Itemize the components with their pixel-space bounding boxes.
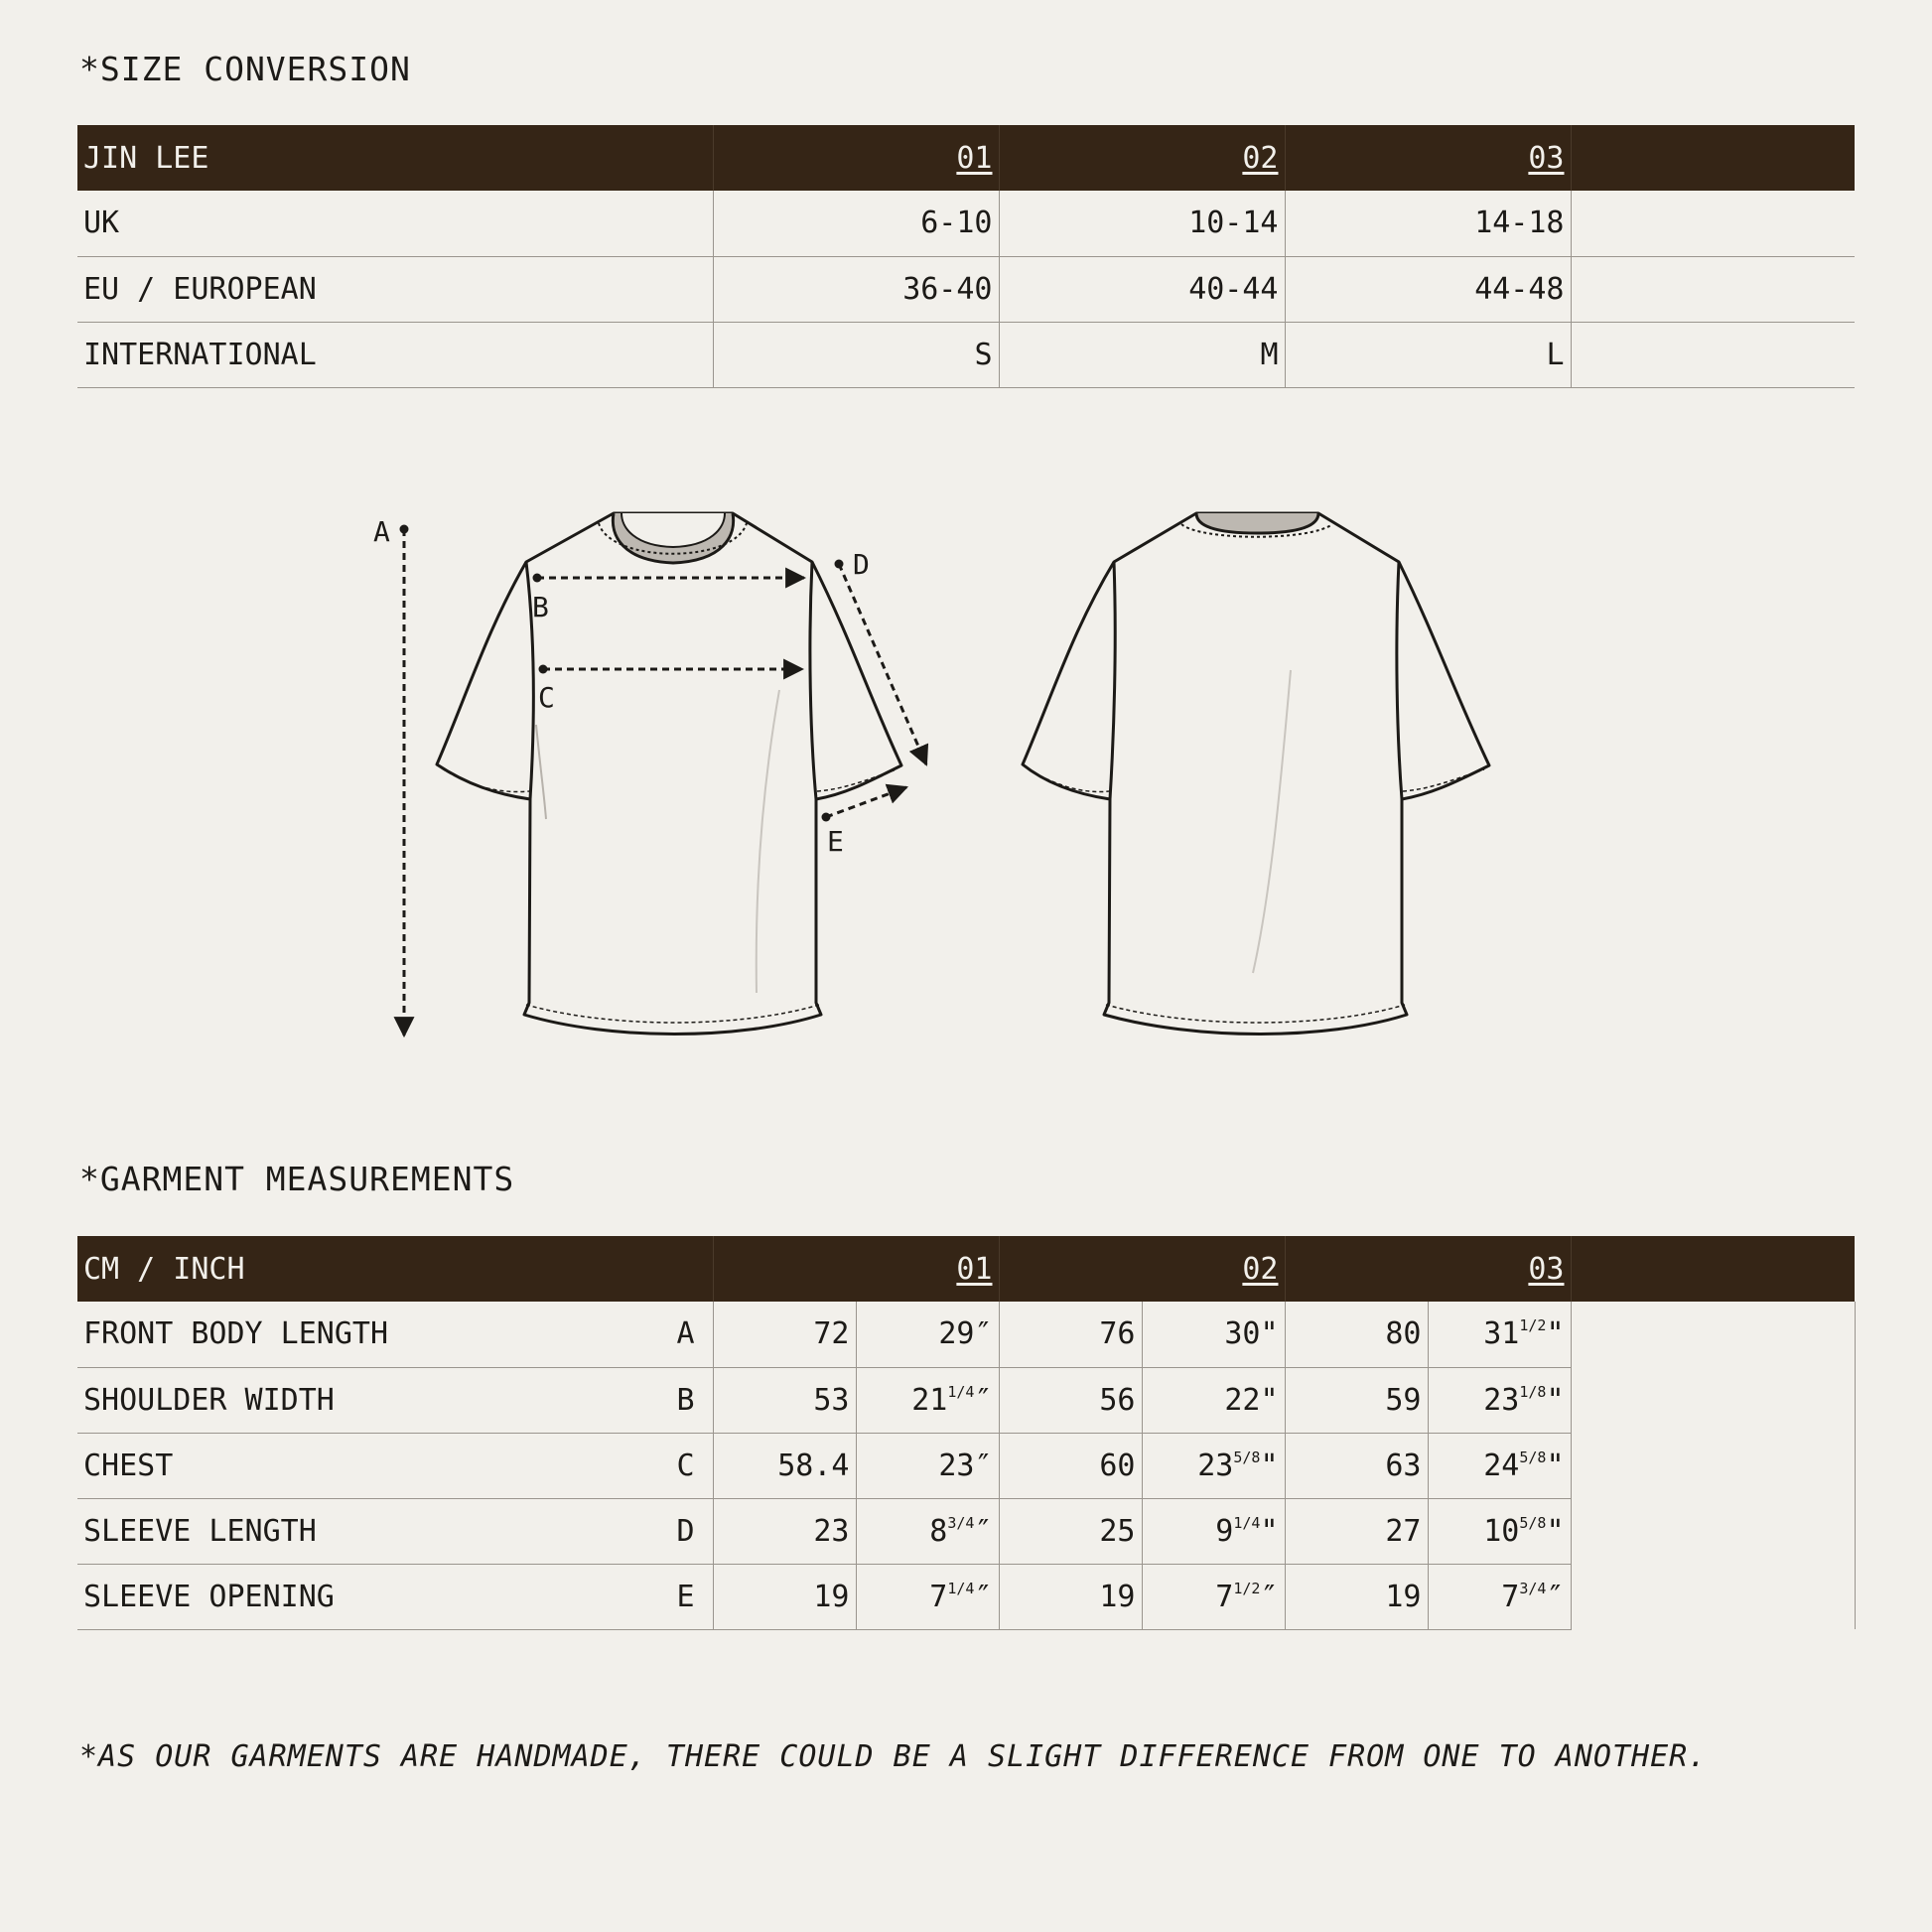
inch-value: $24^{5/8}$" <box>1428 1433 1571 1498</box>
label-d: D <box>853 548 870 581</box>
garment-measurements-title: *GARMENT MEASUREMENTS <box>79 1160 515 1198</box>
inch-mark: " <box>1546 1316 1565 1352</box>
table-row <box>77 1367 1855 1433</box>
label-c: C <box>538 681 555 714</box>
inch-mark: ″ <box>974 1316 993 1352</box>
garment-measurements-table <box>77 1236 1856 1630</box>
size-value: S <box>713 322 999 387</box>
size-header-02[interactable]: 02 <box>999 125 1285 191</box>
inch-mark: " <box>1260 1382 1279 1418</box>
cm-value: 72 <box>713 1302 856 1367</box>
inch-mark: ″ <box>974 1579 993 1614</box>
measurement-letter: B <box>633 1367 713 1433</box>
row-label: INTERNATIONAL <box>77 322 713 387</box>
inch-mark: " <box>1546 1448 1565 1483</box>
inch-mark: " <box>1260 1448 1279 1483</box>
inch-value: $23^{1/8}$" <box>1428 1367 1571 1433</box>
cm-value: 80 <box>1285 1302 1428 1367</box>
header-spacer <box>1571 1236 1855 1302</box>
brand-header: JIN LEE <box>77 125 713 191</box>
cm-value: 19 <box>713 1564 856 1629</box>
inch-value: 22" <box>1142 1367 1285 1433</box>
inch-value: $7^{1/2}''$ <box>1142 1564 1285 1629</box>
row-label: EU / EUROPEAN <box>77 256 713 322</box>
measurement-label: CHEST <box>77 1433 633 1498</box>
measurement-letter: D <box>633 1498 713 1564</box>
inch-value: $7^{1/4}''$ <box>856 1564 999 1629</box>
front-tshirt <box>437 513 901 1035</box>
size-value: 40-44 <box>999 256 1285 322</box>
size-value: L <box>1285 322 1571 387</box>
size-conversion-title: *SIZE CONVERSION <box>79 50 411 88</box>
inch-fraction: 3/4 <box>1519 1579 1547 1597</box>
size-value: 10-14 <box>999 191 1285 256</box>
inch-mark: " <box>1260 1513 1279 1549</box>
label-e: E <box>827 825 844 858</box>
measurement-label: SLEEVE LENGTH <box>77 1498 633 1564</box>
inch-fraction: 1/4 <box>947 1382 975 1401</box>
inch-fraction: 1/4 <box>1233 1513 1261 1532</box>
inch-value: $9^{1/4}$" <box>1142 1498 1285 1564</box>
inch-fraction: 1/2 <box>1233 1579 1261 1597</box>
cm-value: 53 <box>713 1367 856 1433</box>
measurement-letter: C <box>633 1433 713 1498</box>
cm-value: 63 <box>1285 1433 1428 1498</box>
inch-fraction: 1/2 <box>1519 1316 1547 1335</box>
table-row <box>77 1564 1855 1629</box>
inch-value: $7^{3/4}''$ <box>1428 1564 1571 1629</box>
inch-fraction: 5/8 <box>1233 1448 1261 1466</box>
row-spacer <box>1571 1498 1855 1564</box>
cm-value: 19 <box>999 1564 1142 1629</box>
measurement-a <box>373 515 409 1035</box>
cm-value: 25 <box>999 1498 1142 1564</box>
measurement-letter: E <box>633 1564 713 1629</box>
inch-value: $31^{1/2}$" <box>1428 1302 1571 1367</box>
measurement-e <box>822 787 907 858</box>
size-value: 36-40 <box>713 256 999 322</box>
size-header-01[interactable]: 01 <box>713 125 999 191</box>
row-spacer <box>1571 1564 1855 1629</box>
inch-mark: " <box>1546 1513 1565 1549</box>
measurement-label: SHOULDER WIDTH <box>77 1367 633 1433</box>
cm-value: 58.4 <box>713 1433 856 1498</box>
size-value: 14-18 <box>1285 191 1571 256</box>
inch-mark: ″ <box>1546 1579 1565 1614</box>
row-spacer <box>1571 1433 1855 1498</box>
row-spacer <box>1571 1367 1855 1433</box>
inch-mark: " <box>1260 1316 1279 1352</box>
size-value: 6-10 <box>713 191 999 256</box>
cm-value: 56 <box>999 1367 1142 1433</box>
inch-value: $21^{1/4}''$ <box>856 1367 999 1433</box>
size-header-03[interactable]: 03 <box>1285 1236 1571 1302</box>
inch-value: 23″ <box>856 1433 999 1498</box>
measurement-label: SLEEVE OPENING <box>77 1564 633 1629</box>
cm-value: 60 <box>999 1433 1142 1498</box>
cm-value: 76 <box>999 1302 1142 1367</box>
unit-header: CM / INCH <box>77 1236 713 1302</box>
handmade-footnote: *AS OUR GARMENTS ARE HANDMADE, THERE COULD BE A SLIGHT DIFFERENCE FROM ONE TO ANOTHER. <box>79 1739 1708 1774</box>
inch-fraction: 3/4 <box>947 1513 975 1532</box>
size-value: M <box>999 322 1285 387</box>
table-row <box>77 1302 1855 1367</box>
size-header-01[interactable]: 01 <box>713 1236 999 1302</box>
label-a: A <box>373 515 390 548</box>
inch-mark: ″ <box>974 1382 993 1418</box>
inch-mark: " <box>1546 1382 1565 1418</box>
row-spacer <box>1571 1302 1855 1367</box>
table-row <box>77 1498 1855 1564</box>
inch-value: $10^{5/8}$" <box>1428 1498 1571 1564</box>
inch-fraction: 1/8 <box>1519 1382 1547 1401</box>
inch-value: 29″ <box>856 1302 999 1367</box>
cm-value: 59 <box>1285 1367 1428 1433</box>
inch-value: $8^{3/4}''$ <box>856 1498 999 1564</box>
size-value: 44-48 <box>1285 256 1571 322</box>
inch-mark: ″ <box>974 1448 993 1483</box>
measurement-letter: A <box>633 1302 713 1367</box>
table-row <box>77 1433 1855 1498</box>
back-tshirt <box>1023 513 1489 1035</box>
inch-mark: ″ <box>974 1513 993 1549</box>
measurement-label: FRONT BODY LENGTH <box>77 1302 633 1367</box>
inch-fraction: 1/4 <box>947 1579 975 1597</box>
size-header-02[interactable]: 02 <box>999 1236 1285 1302</box>
inch-mark: ″ <box>1260 1579 1279 1614</box>
label-b: B <box>532 591 549 623</box>
cm-value: 23 <box>713 1498 856 1564</box>
inch-value: 30" <box>1142 1302 1285 1367</box>
row-label: UK <box>77 191 713 256</box>
size-header-03[interactable]: 03 <box>1285 125 1571 191</box>
cm-value: 27 <box>1285 1498 1428 1564</box>
table-header-row <box>77 1236 1855 1302</box>
cm-value: 19 <box>1285 1564 1428 1629</box>
inch-fraction: 5/8 <box>1519 1448 1547 1466</box>
inch-fraction: 5/8 <box>1519 1513 1547 1532</box>
inch-value: $23^{5/8}$" <box>1142 1433 1285 1498</box>
